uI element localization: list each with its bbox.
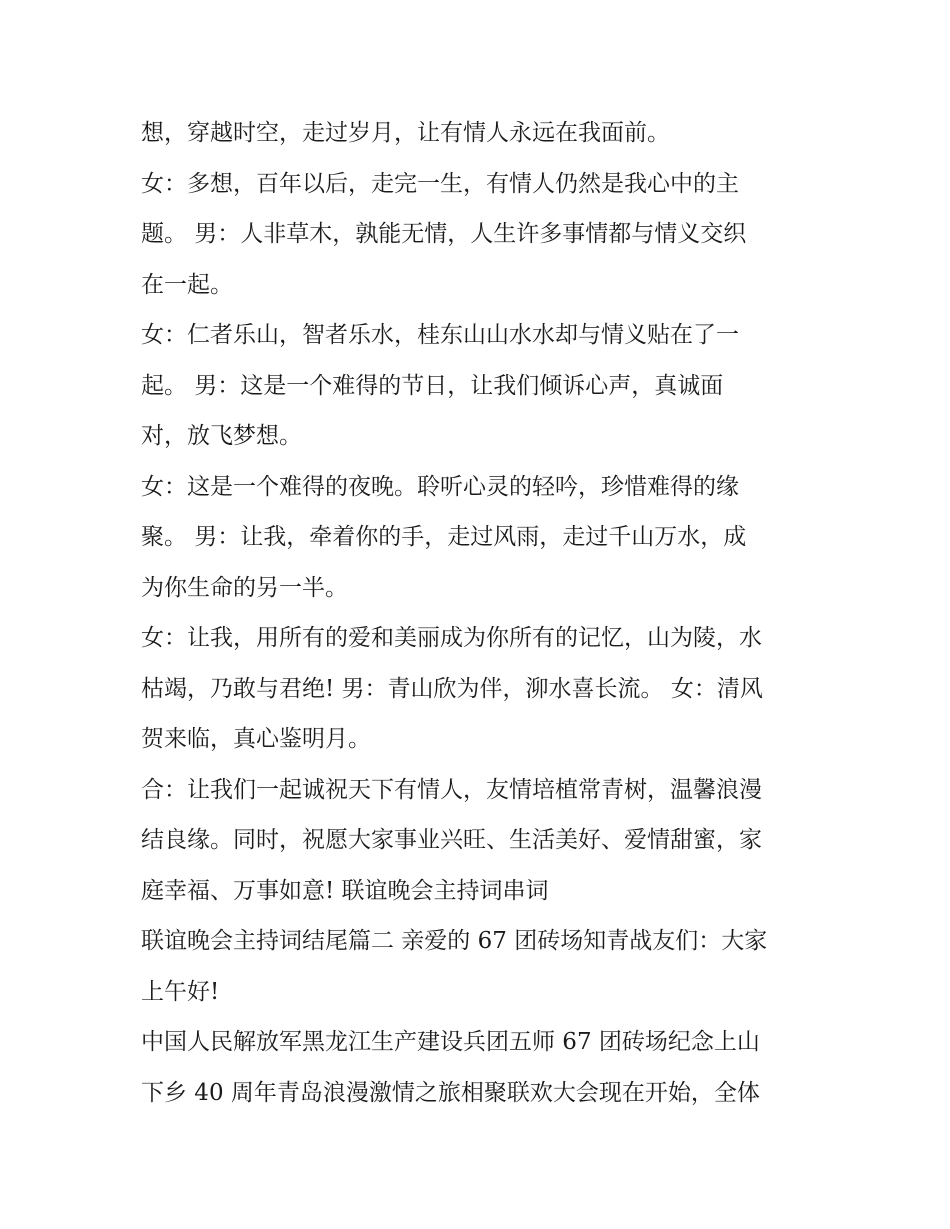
text-line: 聚。 男：让我，牵着你的手，走过风雨，走过千山万水，成 xyxy=(141,524,747,550)
text-line: 中国人民解放军黑龙江生产建设兵团五师 67 团砖场纪念上山 xyxy=(141,1029,760,1055)
text-line: 题。 男：人非草木，孰能无情，人生许多事情都与情义交织 xyxy=(141,221,747,247)
text-line: 联谊晚会主持词结尾篇二 亲爱的 67 团砖场知青战友们：大家 xyxy=(141,928,768,954)
text-line: 女：多想，百年以后，走完一生，有情人仍然是我心中的主 xyxy=(141,170,739,197)
text-line: 上午好! xyxy=(141,978,220,1005)
text-line: 下乡 40 周年青岛浪漫激情之旅相聚联欢大会现在开始，全体 xyxy=(141,1079,760,1106)
text-line: 庭幸福、万事如意! 联谊晚会主持词串词 xyxy=(141,877,549,904)
text-line: 在一起。 xyxy=(141,271,233,298)
document-body xyxy=(141,108,831,1118)
text-line: 起。 男：这是一个难得的节日，让我们倾诉心声，真诚面 xyxy=(141,372,724,399)
text-line: 枯竭，乃敢与君绝! 男：青山欣为伴，泖水喜长流。 女：清风 xyxy=(141,675,763,702)
text-line: 合：让我们一起诚祝天下有情人，友情培植常青树，温馨浪漫 xyxy=(141,776,762,803)
text-line: 对，放飞梦想。 xyxy=(141,423,302,449)
text-line: 女：这是一个难得的夜晚。聆听心灵的轻吟，珍惜难得的缘 xyxy=(141,473,739,500)
text-line: 女：仁者乐山，智者乐水，桂东山山水水却与情义贴在了一 xyxy=(141,322,739,348)
text-line: 为你生命的另一半。 xyxy=(141,574,348,601)
text-line: 想，穿越时空，走过岁月，让有情人永远在我面前。 xyxy=(141,120,670,146)
text-line: 结良缘。同时，祝愿大家事业兴旺、生活美好、爱情甜蜜，家 xyxy=(141,827,762,853)
text-line: 贺来临，真心鉴明月。 xyxy=(141,726,371,752)
text-line: 女：让我，用所有的爱和美丽成为你所有的记忆，山为陵，水 xyxy=(141,625,762,651)
